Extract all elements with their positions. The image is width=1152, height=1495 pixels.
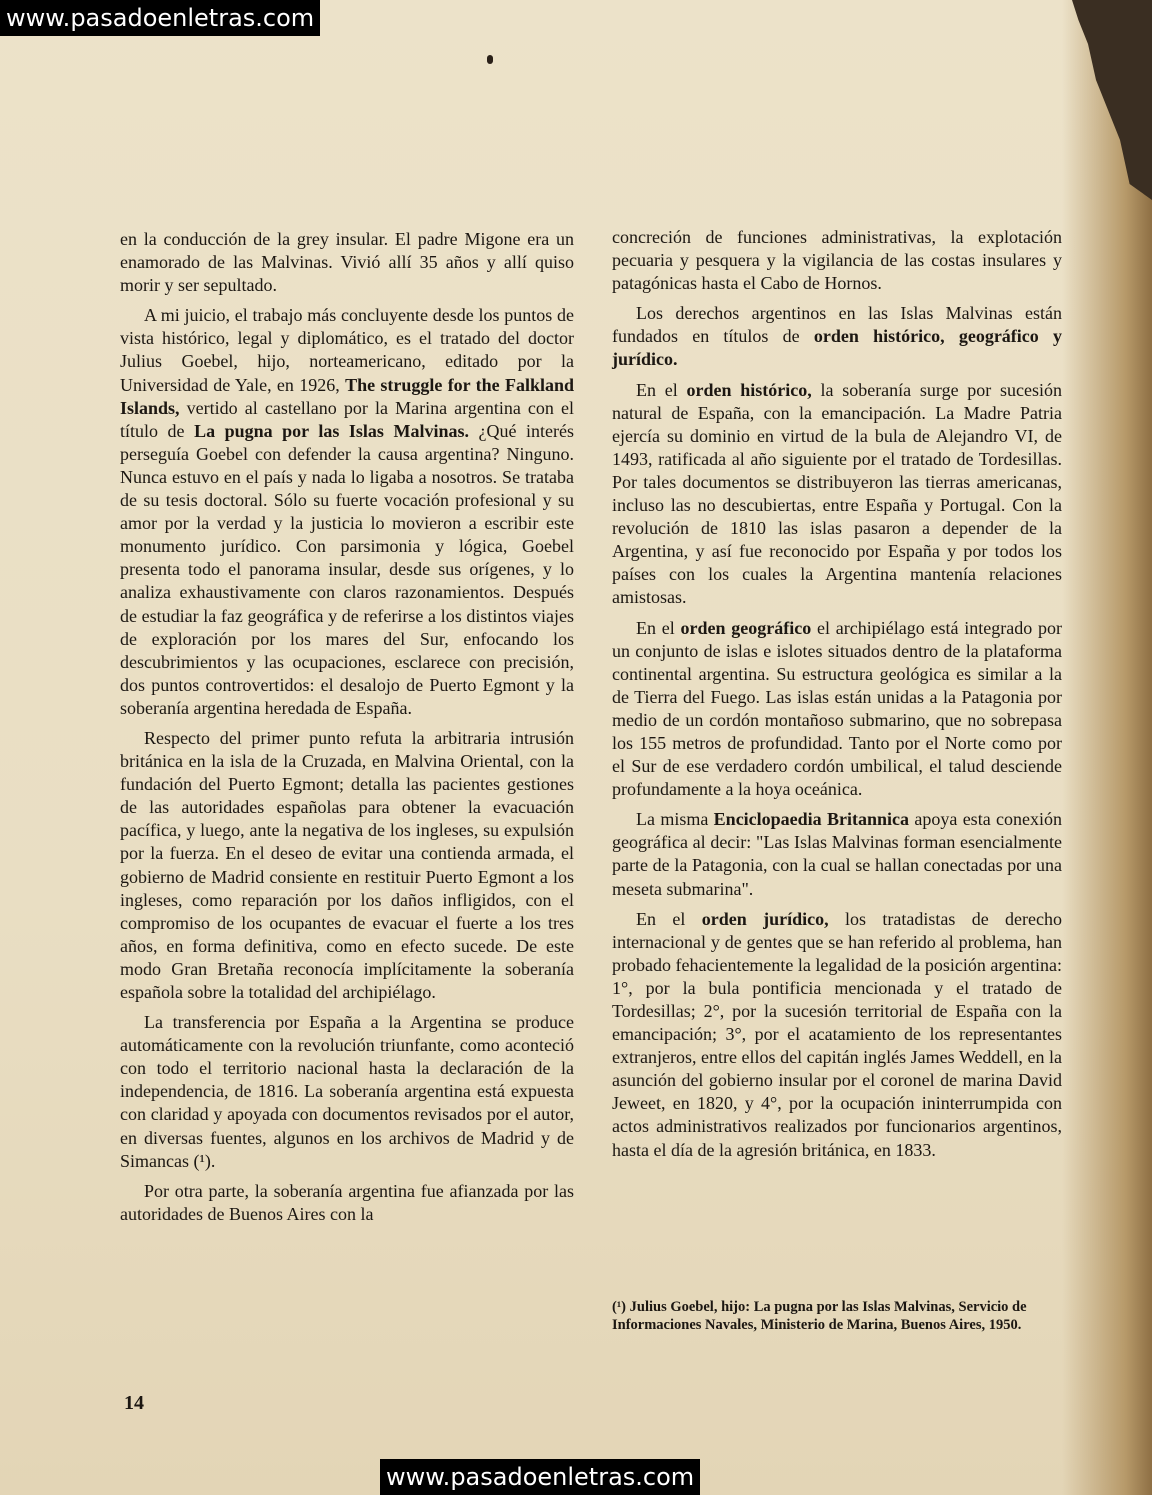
paragraph: concreción de funciones administrativas, la explotación pecuaria y pesquera y la vigilancia de las costas insulares y patagónicas hasta el Cabo de Hornos. [612, 227, 1062, 294]
text: apoya esta conexión geográfica al decir: "Las Islas Malvinas forman esencialmente parte de la Patagonia, con la cual se hallan conectadas por una meseta submarina". [612, 809, 1062, 899]
text: el archipiélago está integrado por un conjunto de islas e islotes situados dentro de la plataforma continental argentina. Su estructura geológica es similar a la de Tierra del Fuego. Las islas están unidas a la Patagonia por medio de un cordón montañoso submarino, que no sobrepasa los 155 metros de profundidad. Tanto por el Norte como por el Sur de ese verdadero cordón umbilical, el talud desciende profundamente a la hoya oceánica. [612, 617, 1062, 800]
text: Los derechos argentinos en las Islas Malvinas están fundados en títulos de [612, 303, 1062, 347]
book-title-spanish: La pugna por las Islas Malvinas. [194, 420, 469, 441]
paragraph: Respecto del primer punto refuta la arbitraria intrusión británica en la isla de la Cruzada, en Malvina Oriental, con la fundación del Puerto Egmont; detalla las pacientes gestiones de las autoridades españolas para obtener la evacuación pacífica, y luego, ante la negativa de los ingleses, su expulsión por la fuerza. En el deseo de evitar una contienda armada, el gobierno de Madrid consiente en restituir Puerto Egmont a los ingleses, como reparación por los daños infligidos, con el compromiso de los ocupantes de evacuar el fuerte a los tres años, en forma definitiva, como en efecto sucede. De este modo Gran Bretaña reconocía implícitamente la soberanía española sobre la totalidad del archipiélago. [120, 727, 574, 1002]
book-title-english: The struggle for the Falkland Islands, [120, 374, 575, 418]
paragraph [612, 302, 1062, 371]
paragraph [612, 617, 1062, 802]
paragraph: en la conducción de la grey insular. El padre Migone era un enamorado de las Malvinas. Vivió allí 35 años y allí quiso morir y ser sepultado. [120, 229, 574, 296]
page-edge-shadow [1062, 0, 1152, 1495]
text: la soberanía surge por sucesión natural de España, con la emancipación. La Madre Patria ejercía su dominio en virtud de la bula de Alejandro VI, de 1493, ratificada al año siguiente por el tratado de Tordesillas. Por tales documentos se distribuyeron las tierras americanas, incluso las no descubiertas, entre España y Portugal. Con la revolución de 1810 las islas pasaron a depender de la Argentina, y así fue reconocido por España y por todos los países con los cuales la Argentina mantenía relaciones amistosas. [612, 379, 1063, 608]
emphasis: orden histórico, geográfico y jurídico. [612, 326, 1063, 370]
footnote: (¹) Julius Goebel, hijo: La pugna por las Islas Malvinas, Servicio de Informaciones Navales, Ministerio de Marina, Buenos Aires, 1950. [612, 1299, 1027, 1333]
text: La misma [636, 809, 709, 830]
paragraph [120, 304, 574, 720]
text: A mi juicio, el trabajo más concluyente desde los puntos de vista histórico, legal y diplomático, es el tratado del doctor Julius Goebel, hijo, norteamericano, editado por la Universidad de Yale, en 1926, [120, 305, 574, 395]
watermark-top[interactable]: www.pasadoenletras.com [0, 0, 320, 36]
emphasis: Enciclopaedia Britannica [713, 809, 910, 830]
text: ¿Qué interés perseguía Goebel con defender la causa argentina? Ninguno. Nunca estuvo en el país y nada lo ligaba a nosotros. Se trataba de su tesis doctoral. Sólo su fuerte vocación profesional y su amor por la verdad y la justicia lo movieron a escribir este monumento jurídico. Con parsimonia y lógica, Goebel presenta todo el panorama insular, desde sus orígenes, y lo analiza exhaustivamente con claros razonamientos. Después de estudiar la faz geográfica y de referirse a los distintos viajes de exploración por los mares del Sur, enfocando los descubrimientos y las ocupaciones, esclarece con precisión, dos puntos controvertidos: el desalojo de Puerto Egmont y la soberanía argentina heredada de España. [120, 420, 574, 718]
paragraph [612, 379, 1062, 610]
emphasis: orden jurídico, [701, 908, 829, 929]
emphasis: orden histórico, [686, 379, 812, 400]
ink-mark [487, 55, 493, 64]
text: En el [636, 908, 686, 929]
paragraph: Por otra parte, la soberanía argentina fue afianzada por las autoridades de Buenos Aires con la [120, 1180, 574, 1224]
text: En el [636, 617, 675, 638]
page-number: 14 [124, 1392, 144, 1414]
left-column [120, 228, 574, 1233]
text: los tratadistas de derecho internacional y de gentes que se han referido al problema, han probado fehacientemente la legalidad de la posición argentina: 1°, por la bula pontificia mencionada y el tratado de Tordesillas; 2°, por la sucesión territorial de España con la emancipación; 3°, por el acatamiento de los representantes extranjeros, entre ellos del capitán inglés James Weddell, en la asunción del gobierno insular por el coronel de marina David Jeweet, en 1820, y 4°, por la ocupación ininterrumpida con actos administrativos realizados por funcionarios argentinos, hasta el día de la agresión británica, en 1833. [612, 908, 1063, 1160]
right-column [612, 226, 1062, 1169]
text: En el [636, 379, 678, 400]
paragraph: La transferencia por España a la Argentina se produce automáticamente con la revolución triunfante, como aconteció con todo el territorio nacional hasta la declaración de la independencia, de 1816. La soberanía argentina está expuesta con claridad y apoyada con documentos revisados por el autor, en diversas fuentes, algunos en los archivos de Madrid y de Simancas (¹). [120, 1012, 574, 1171]
text: vertido al castellano por la Marina argentina con el título de [120, 397, 574, 441]
paragraph [612, 808, 1062, 900]
watermark-bottom[interactable]: www.pasadoenletras.com [380, 1459, 700, 1495]
paragraph [612, 908, 1062, 1162]
emphasis: orden geográfico [680, 617, 812, 638]
